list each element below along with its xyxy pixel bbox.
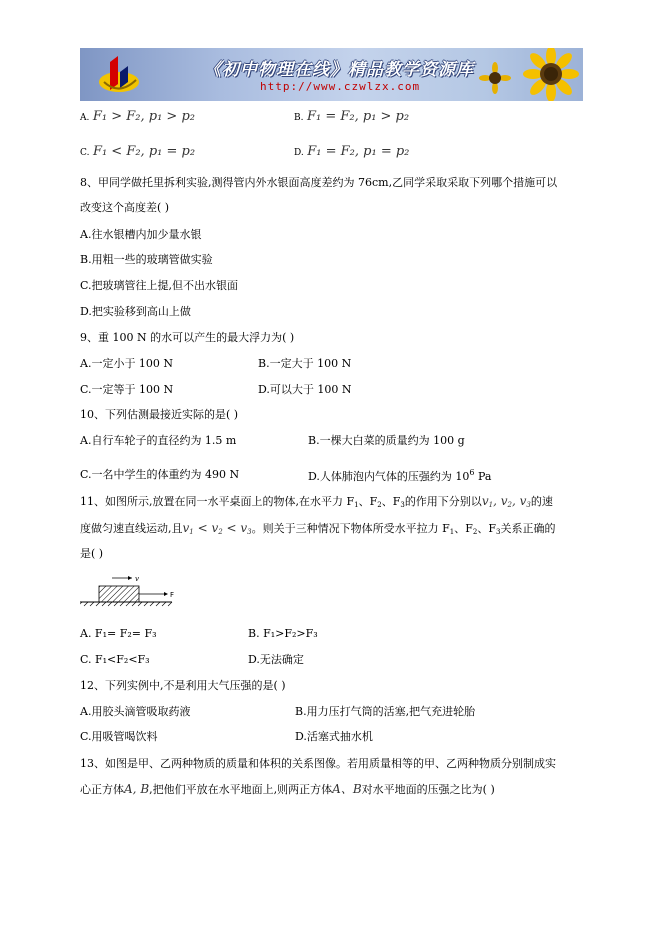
prev-option-d-math: F₁ = F₂, p₁ = p₂ [307, 144, 410, 159]
q11-option-d: D.无法确定 [248, 653, 304, 666]
q9-option-a: A.一定小于 100 N [80, 357, 174, 370]
q11-stem-line3: 是( ) [80, 547, 104, 560]
prev-option-c-math: F₁ < F₂, p₁ = p₂ [92, 144, 196, 159]
q11-option-c: C. F₁<F₂<F₃ [80, 653, 150, 666]
sunflower-icon [473, 48, 583, 101]
q8-option-d: D.把实验移到高山上做 [80, 305, 191, 318]
block [99, 586, 139, 602]
q8-option-c: C.把玻璃管往上提,但不出水银面 [80, 279, 239, 292]
prev-option-c: C. F₁ < F₂, p₁ = p₂ [80, 144, 196, 159]
site-logo-icon [96, 52, 142, 96]
q10-option-b: B.一棵大白菜的质量约为 100 g [308, 434, 465, 447]
force-label: F [170, 591, 175, 599]
q8-option-a: A.往水银槽内加少量水银 [80, 228, 202, 241]
velocity-label: v [135, 575, 139, 583]
q11-option-a: A. F₁= F₂= F₃ [80, 627, 157, 640]
q11-stem-line1: 11、如图所示,放置在同一水平桌面上的物体,在水平力 $F_1$、$F_2$、$F_3$的作用下分别以$v_1$, $v_2$, $v_3$的速 [80, 494, 553, 509]
q11-option-b: B. F₁>F₂>F₃ [248, 627, 318, 640]
q9-option-c: C.一定等于 100 N [80, 383, 174, 396]
banner-title: 《初中物理在线》精品教学资源库 [204, 60, 474, 80]
q10-option-d: D.人体肺泡内气体的压强约为 $10^6$ Pa [308, 468, 492, 483]
prev-option-a: A. F₁ > F₂, p₁ > p₂ [80, 109, 195, 124]
q12-option-a: A.用胶头滴管吸取药液 [80, 705, 191, 718]
q8-stem-line2: 改变这个高度差( ) [80, 201, 170, 214]
q9-option-d: D.可以大于 100 N [258, 383, 352, 396]
q10-option-c: C.一名中学生的体重约为 490 N [80, 468, 240, 481]
prev-option-d: D. F₁ = F₂, p₁ = p₂ [294, 144, 410, 159]
q10-stem: 10、下列估测最接近实际的是( ) [80, 408, 239, 421]
q8-option-b: B.用粗一些的玻璃管做实验 [80, 253, 213, 266]
header-banner [80, 48, 583, 101]
q12-option-b: B.用力压打气筒的活塞,把气充进轮胎 [295, 705, 476, 718]
q12-stem: 12、下列实例中,不是利用大气压强的是( ) [80, 679, 286, 692]
prev-option-b: B. F₁ = F₂, p₁ > p₂ [294, 109, 410, 124]
block-on-table-diagram [80, 572, 180, 608]
prev-option-a-math: F₁ > F₂, p₁ > p₂ [92, 109, 195, 124]
q13-stem-line2: 心正方体A, B,把他们平放在水平地面上,则两正方体A、B对水平地面的压强之比为( ) [80, 782, 495, 796]
banner-url[interactable]: http://www.czwlzx.com [260, 80, 421, 93]
q11-stem-line2: 度做匀速直线运动,且$v_1 < v_2 < v_3$。则关于三种情况下物体所受水平拉力 $F_1$、$F_2$、$F_3$关系正确的 [80, 521, 556, 536]
prev-option-b-math: F₁ = F₂, p₁ > p₂ [306, 109, 410, 124]
q8-stem-line1: 8、甲同学做托里拆利实验,测得管内外水银面高度差约为 76cm,乙同学采取采取下列哪个措施可以 [80, 176, 558, 189]
q12-option-c: C.用吸管喝饮料 [80, 730, 158, 743]
q9-option-b: B.一定大于 100 N [258, 357, 352, 370]
q13-stem-line1: 13、如图是甲、乙两种物质的质量和体积的关系图像。若用质量相等的甲、乙两种物质分别制成实 [80, 757, 556, 770]
q9-stem: 9、重 100 N 的水可以产生的最大浮力为( ) [80, 331, 295, 344]
q10-option-a: A.自行车轮子的直径约为 1.5 m [80, 434, 237, 447]
q12-option-d: D.活塞式抽水机 [295, 730, 373, 743]
